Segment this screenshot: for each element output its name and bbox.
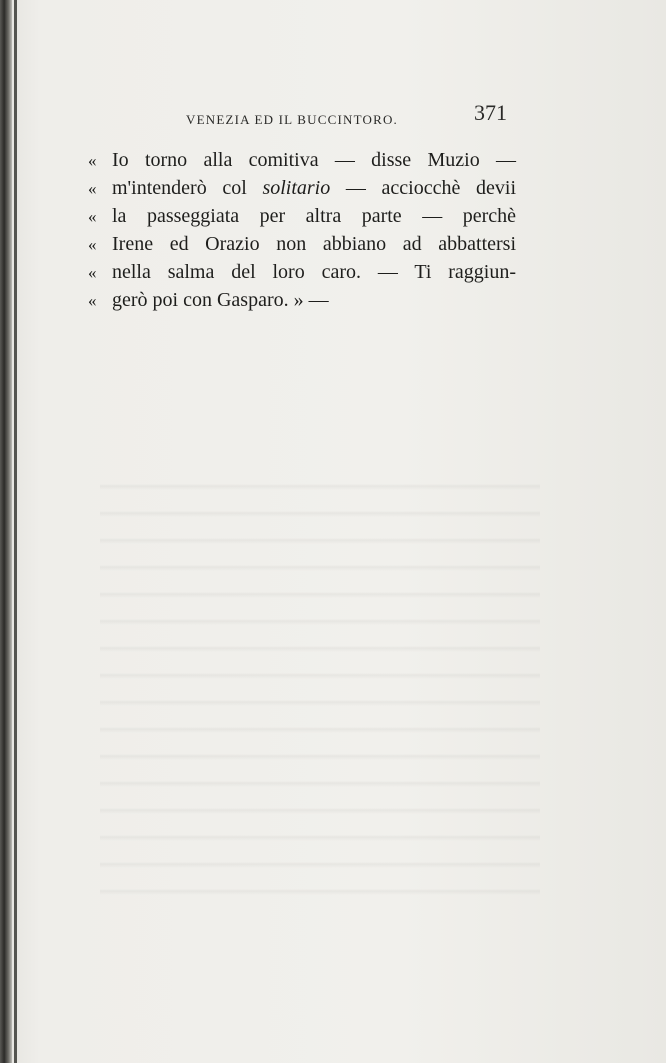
line-segment: la passeggiata per altra parte — perchè — [112, 205, 516, 227]
line-segment: — acciocchè devii — [330, 177, 517, 199]
text-line-2 — [88, 174, 516, 202]
opening-quote-mark: « — [88, 235, 97, 254]
line-text — [112, 230, 516, 258]
line-text — [112, 286, 516, 314]
book-spine-shadow — [0, 0, 12, 1063]
line-text — [112, 146, 516, 174]
opening-quote-mark: « — [88, 179, 97, 198]
line-segment: gerò poi con Gasparo. » — — [112, 289, 329, 311]
line-segment: nella salma del loro caro. — Ti raggiun- — [112, 261, 516, 283]
line-segment: m'intenderò col — [112, 177, 263, 199]
line-segment: Irene ed Orazio non abbiano ad abbattersi — [112, 233, 516, 255]
text-line-5 — [88, 258, 516, 286]
text-line-3 — [88, 202, 516, 230]
opening-quote-mark: « — [88, 291, 97, 310]
page-edge-line — [14, 0, 17, 1063]
opening-quote-mark: « — [88, 151, 97, 170]
line-text — [112, 202, 516, 230]
line-text — [112, 258, 516, 286]
running-head: VENEZIA ED IL BUCCINTORO. — [186, 112, 398, 127]
page-number: 371 — [474, 100, 507, 125]
line-segment: Io torno alla comitiva — disse Muzio — — [112, 149, 516, 171]
body-text — [88, 146, 516, 314]
opening-quote-mark: « — [88, 207, 97, 226]
show-through-text — [100, 470, 540, 900]
italic-segment: solitario — [262, 177, 331, 199]
text-line-1 — [88, 146, 516, 174]
text-line-4 — [88, 230, 516, 258]
line-text — [112, 174, 516, 202]
opening-quote-mark: « — [88, 263, 97, 282]
text-line-6 — [88, 286, 516, 314]
